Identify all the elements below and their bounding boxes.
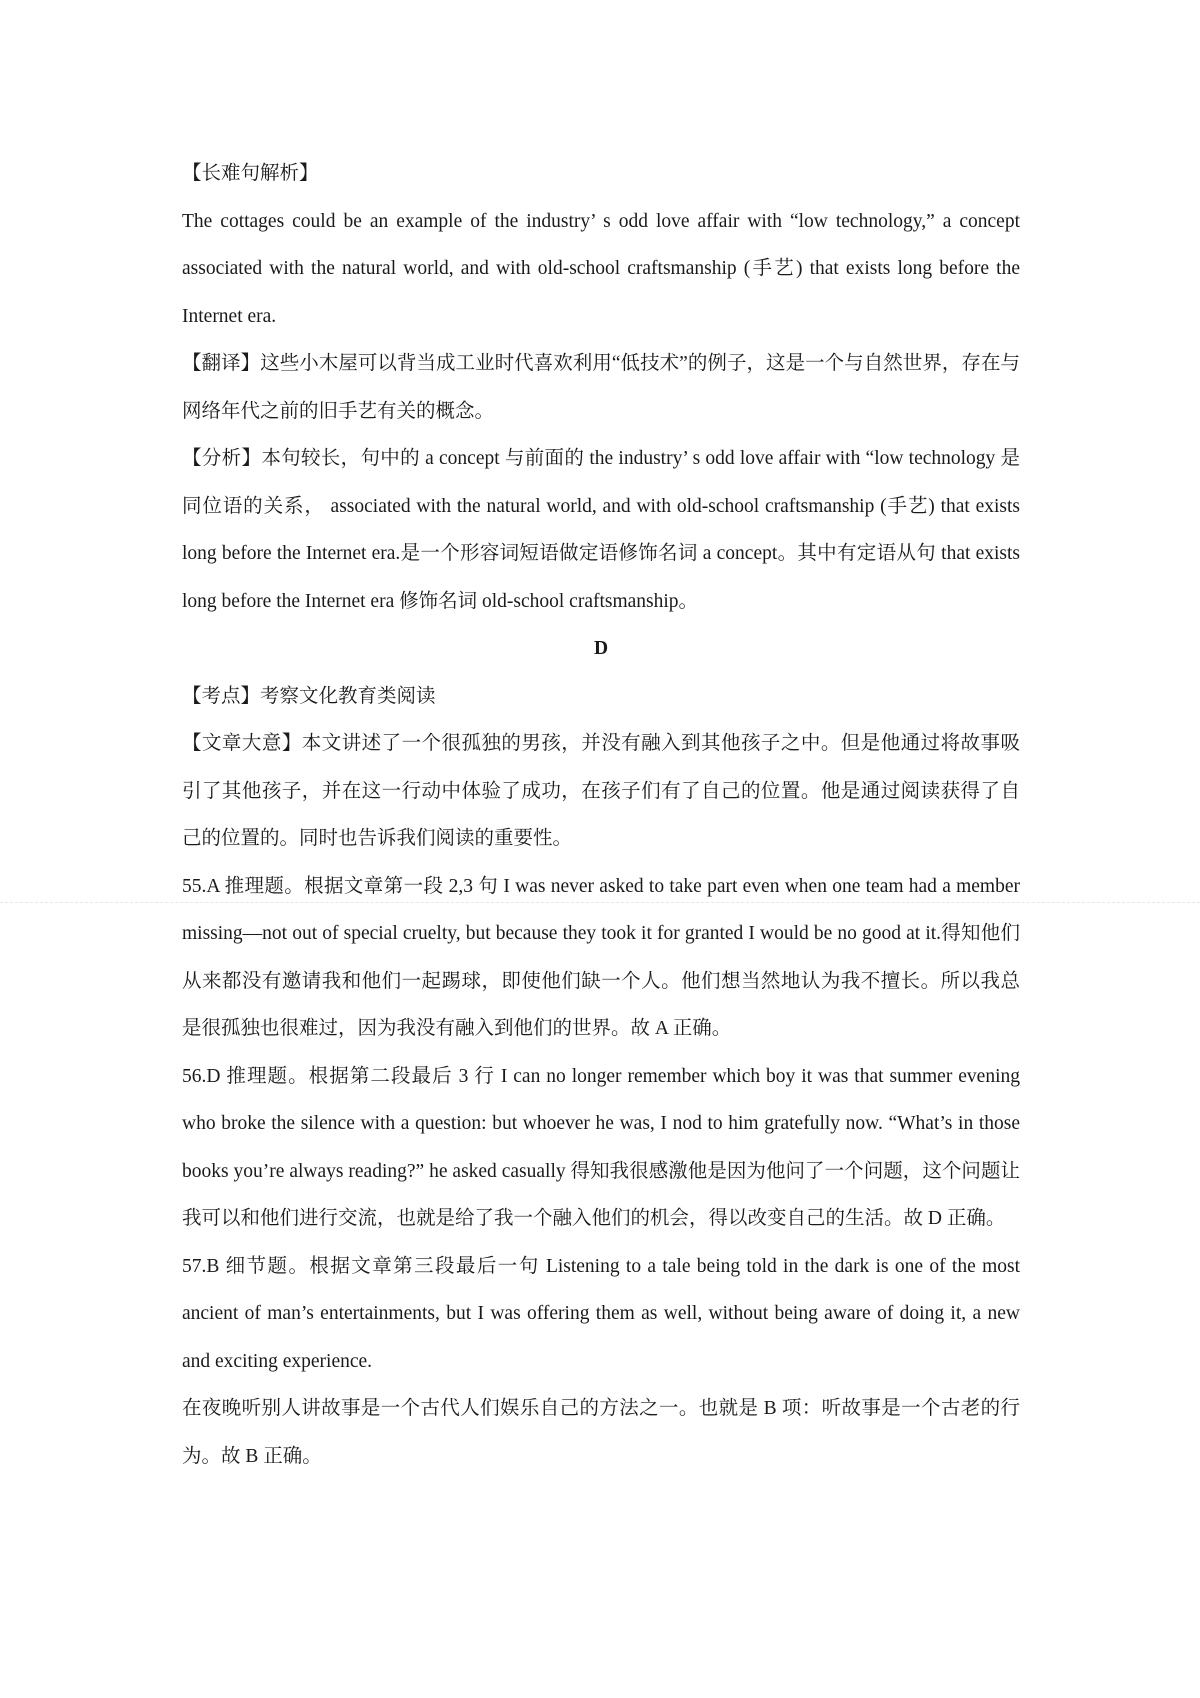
answer-55: 55.A 推理题。根据文章第一段 2,3 句 I was never asked to take part even when one team had a member missing—not out of special cruelty, but because they took it for granted I would be no good at it.得知他们从来都没有邀请我和他们一起踢球，即使他们缺一个人。他们想当然地认为我不擅长。所以我总是很孤独也很难过，因为我没有融入到他们的世界。故 A 正确。: [182, 875, 1020, 1039]
exam-point: 【考点】考察文化教育类阅读: [182, 685, 436, 707]
translation-paragraph: 【翻译】这些小木屋可以背当成工业时代喜欢利用“低技术”的例子，这是一个与自然世界，存在与网络年代之前的旧手艺有关的概念。: [182, 353, 1020, 422]
document-page: [182, 150, 1020, 1480]
section-label-long-sentence: 【长难句解析】: [182, 163, 319, 184]
answer-56: 56.D 推理题。根据第二段最后 3 行 I can no longer remember which boy it was that summer evening who broke the silence with a question: but whoever he was, I nod to him gratefully now. “What’s in those books you’re always reading?” he asked casually 得知我很感激他是因为他问了一个问题，这个问题让我可以和他们进行交流，也就是给了我一个融入他们的机会，得以改变自己的生活。故 D 正确。: [182, 1065, 1020, 1229]
answer-57: 57.B 细节题。根据文章第三段最后一句 Listening to a tale being told in the dark is one of the most ancient of man’s entertainments, but I was offering them as well, without being aware of doing it, a new and exciting experience.: [182, 1255, 1020, 1372]
answer-57-explanation: 在夜晚听别人讲故事是一个古代人们娱乐自己的方法之一。也就是 B 项：听故事是一个古老的行为。故 B 正确。: [182, 1398, 1020, 1467]
article-summary: 【文章大意】本文讲述了一个很孤独的男孩，并没有融入到其他孩子之中。但是他通过将故事吸引了其他孩子，并在这一行动中体验了成功，在孩子们有了自己的位置。他是通过阅读获得了自己的位置的。同时也告诉我们阅读的重要性。: [182, 733, 1020, 849]
analysis-paragraph: 【分析】本句较长，句中的 a concept 与前面的 the industry’ s odd love affair with “low technology 是同位语的关系， associated with the natural world, and with old-school craftsmanship (手艺) that exists long before the Internet era.是一个形容词短语做定语修饰名词 a concept。其中有定语从句 that exists long before the Internet era 修饰名词 old-school craftsmanship。: [182, 448, 1020, 612]
english-sentence: The cottages could be an example of the industry’ s odd love affair with “low technology,” a concept associated with the natural world, and with old-school craftsmanship (手艺) that exists long before the Internet era.: [182, 210, 1020, 327]
section-heading-d: D: [593, 638, 609, 659]
